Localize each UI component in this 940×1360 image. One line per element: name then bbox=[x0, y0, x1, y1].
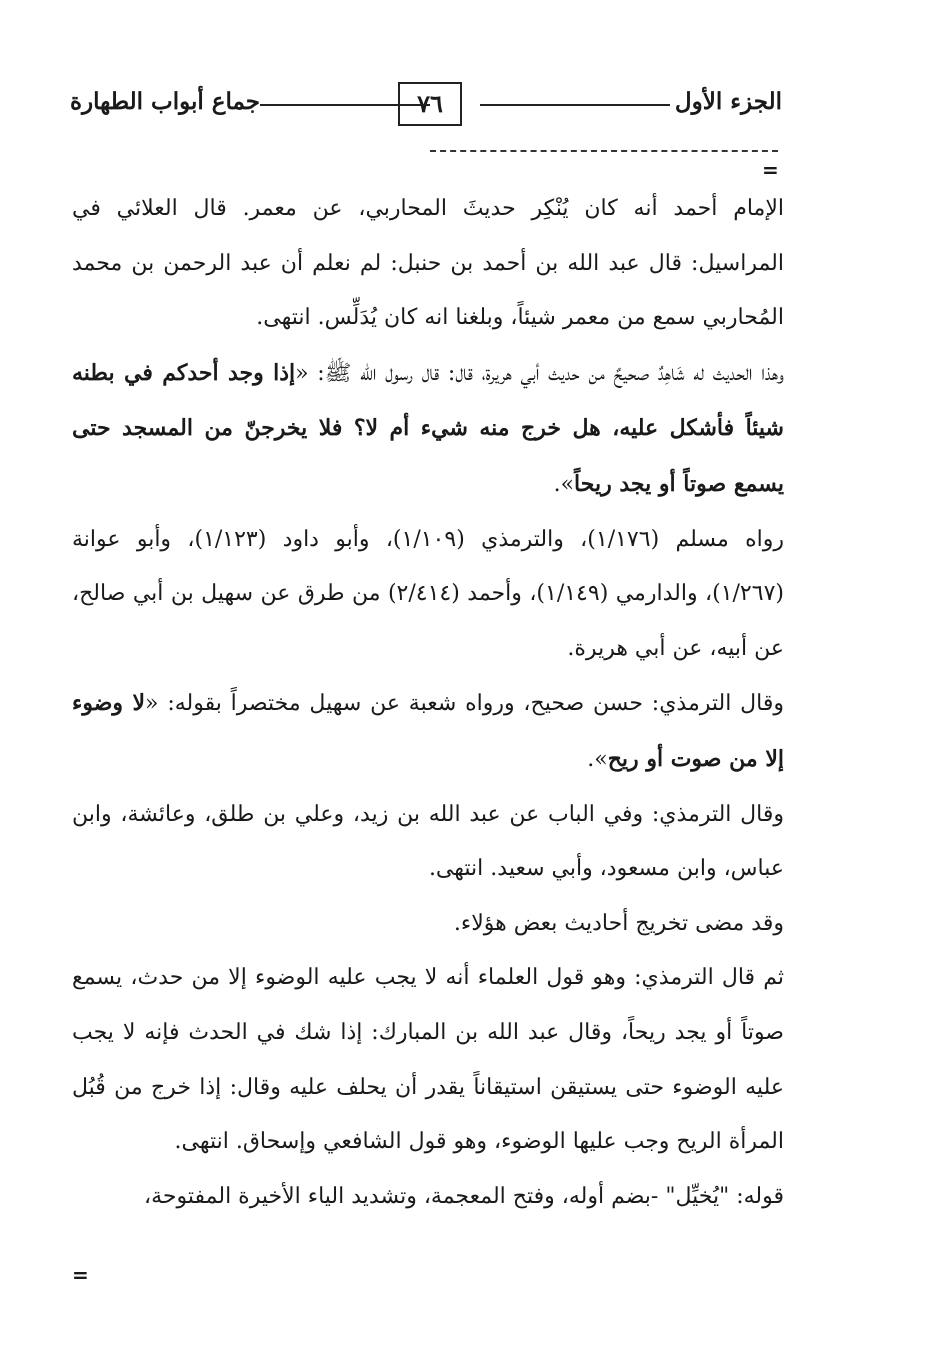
quote-close: ». bbox=[553, 471, 575, 497]
hadith-quote: إذا وجد أحدكم في بطنه شيئاً فأشكل عليه، هل خرج منه شيء أم لا؟ فلا يخرجنّ من المسجد حتى يسمع صوتاً أو يجد ريحاً bbox=[72, 359, 784, 497]
running-header bbox=[70, 80, 782, 128]
paragraph: ثم قال الترمذي: وهو قول العلماء أنه لا يجب عليه الوضوء إلا من حدث، يسمع صوتاً أو يجد ريحاً، وقال عبد الله بن المبارك: إذا شك في الحدث فإنه لا يجب عليه الوضوء حتى يستيقن استيقاناً يقدر أن يحلف عليه وقال: إذا خرج من قُبُل المرأة الريح وجب عليها الوضوء، وهو قول الشافعي وإسحاق. انتهى. bbox=[72, 965, 784, 1155]
paragraph: وقد مضى تخريج أحاديث بعض هؤلاء. bbox=[453, 910, 784, 936]
continuation-mark-top: = bbox=[762, 158, 779, 182]
paragraph: قوله: "يُخيِّل" -بضم أوله، وفتح المعجمة، وتشديد الياء الأخيرة المفتوحة، bbox=[144, 1183, 784, 1209]
paragraph-intro: وقال الترمذي: حسن صحيح، ورواه شعبة عن سهيل مختصراً بقوله: « bbox=[145, 691, 784, 717]
paragraph bbox=[72, 346, 784, 513]
body-text bbox=[72, 182, 784, 1224]
volume-label: الجزء الأول bbox=[674, 88, 782, 115]
paragraph-intro: وهذا الحديث له شَاهِدٌ صحيحٌ من حديث أبي هريرة، قال: قال رسول الله ﷺ: « bbox=[295, 360, 784, 386]
dashed-separator bbox=[430, 150, 778, 152]
page-number: ٧٦ bbox=[398, 82, 462, 126]
header-rule-right bbox=[480, 104, 670, 106]
hadith-quote: لا وضوء إلا من صوت أو ريح bbox=[72, 690, 784, 772]
chapter-title: جماع أبواب الطهارة bbox=[70, 88, 261, 115]
paragraph bbox=[72, 676, 784, 787]
paragraph: وقال الترمذي: وفي الباب عن عبد الله بن زيد، وعلي بن طلق، وعائشة، وابن عباس، وابن مسعود، وأبي سعيد. انتهى. bbox=[72, 801, 784, 882]
quote-close: ». bbox=[587, 746, 608, 772]
paragraph: رواه مسلم (١/١٧٦)، والترمذي (١/١٠٩)، وأبو داود (١/١٢٣)، وأبو عوانة (١/٢٦٧)، والدارمي (١/١٤٩)، وأحمد (٢/٤١٤) من طرق عن سهيل بن أبي صالح، عن أبيه، عن أبي هريرة. bbox=[72, 526, 784, 661]
header-rule-left bbox=[260, 104, 430, 106]
paragraph: الإمام أحمد أنه كان يُنْكِر حديثَ المحاربي، عن معمر. قال العلائي في المراسيل: قال عبد الله بن أحمد بن حنبل: لم نعلم أن عبد الرحمن بن محمد المُحاربي سمع من معمر شيئاً، وبلغنا انه كان يُدَلِّس. انتهى. bbox=[72, 196, 784, 331]
continuation-mark-bottom: = bbox=[72, 1263, 89, 1287]
